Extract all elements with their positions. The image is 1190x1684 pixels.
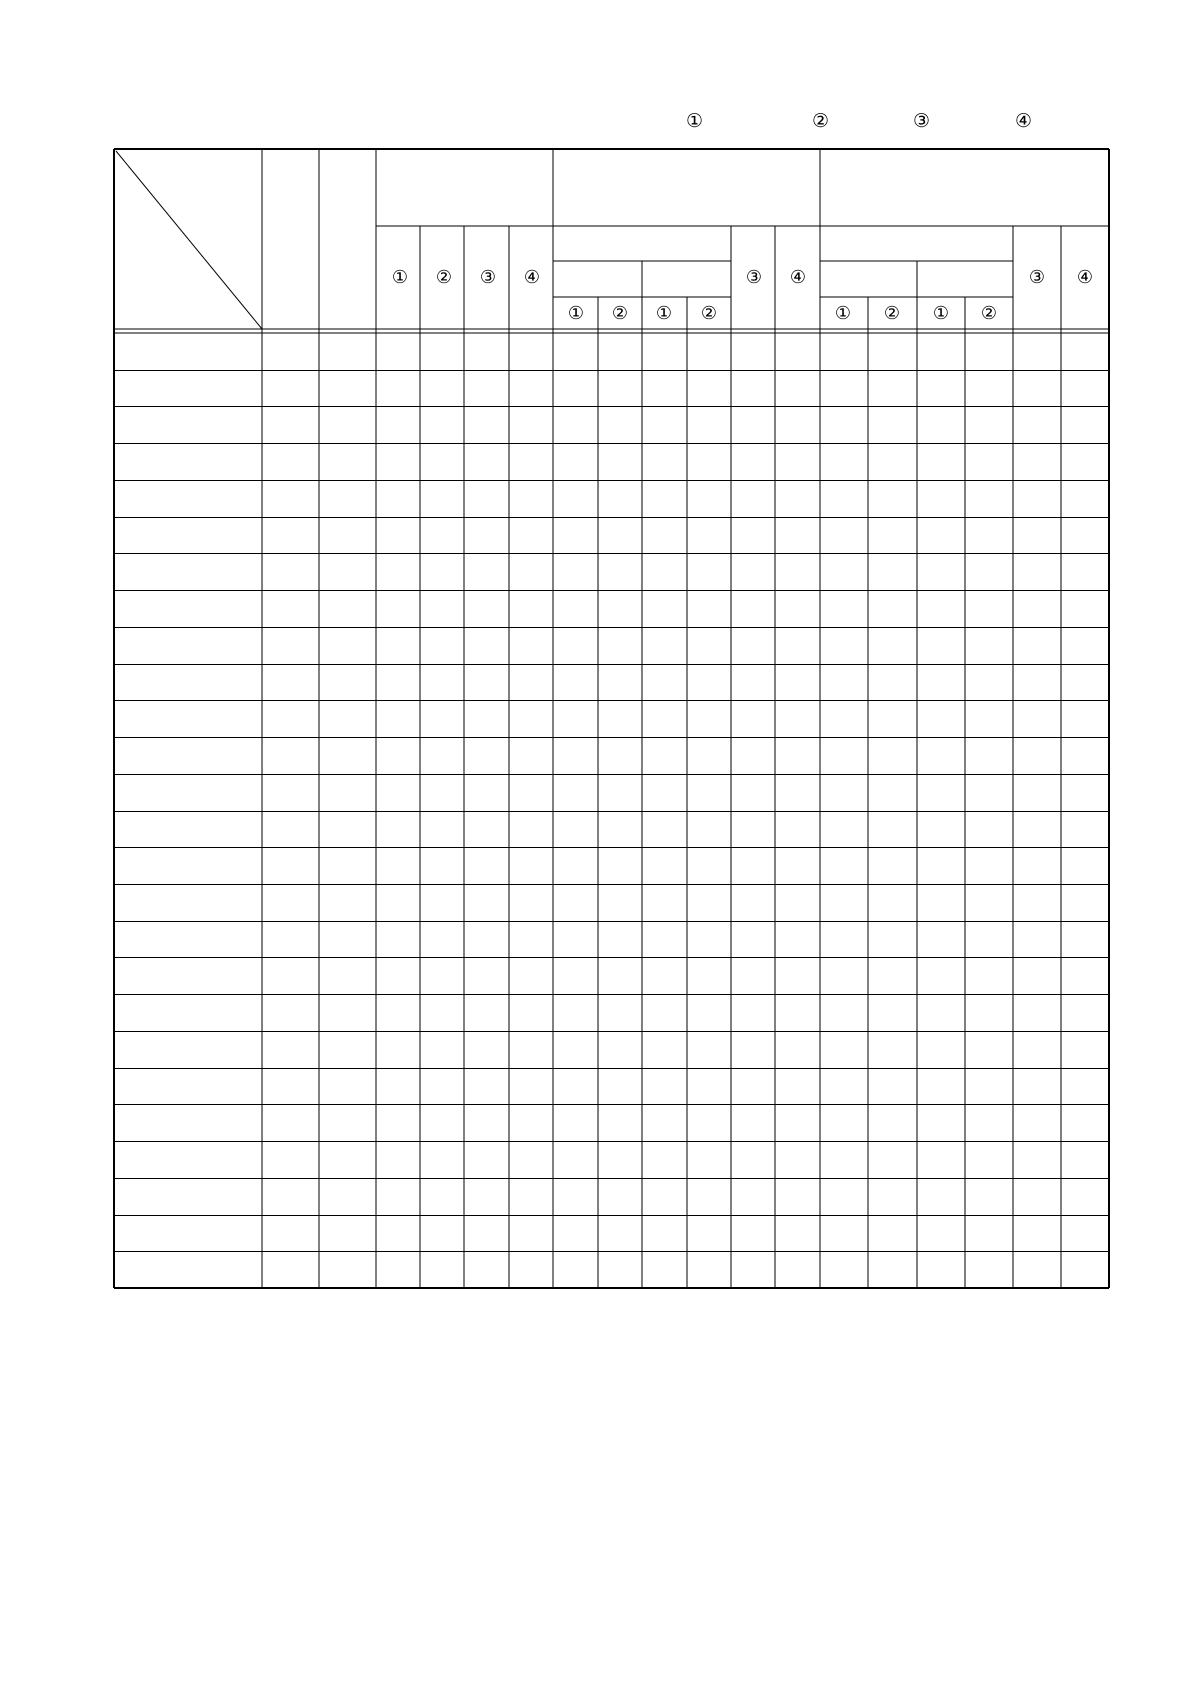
legend-item-1: ① (686, 110, 704, 132)
header-group-a-2: ② (435, 267, 453, 288)
header-group-a-1: ① (391, 267, 409, 288)
header-group-c-sub-2: ② (883, 303, 901, 324)
legend-item-2: ② (812, 110, 830, 132)
header-group-b-tail-4: ④ (789, 267, 807, 288)
header-group-c-sub-4: ② (980, 303, 998, 324)
header-diagonal (116, 151, 262, 329)
header-group-b-sub-2: ② (611, 303, 629, 324)
header-labels (392, 267, 1093, 324)
header-group-a-4: ④ (523, 267, 541, 288)
header-group-b-tail-3: ③ (745, 267, 763, 288)
header-group-b-sub-3: ① (655, 303, 673, 324)
legend-item-4: ④ (1015, 110, 1033, 132)
header-group-b-sub-1: ① (567, 303, 585, 324)
header-group-c-tail-4: ④ (1076, 267, 1094, 288)
header-group-c-sub-1: ① (834, 303, 852, 324)
header-group-b-sub-4: ② (700, 303, 718, 324)
header-group-c-tail-3: ③ (1028, 267, 1046, 288)
legend-item-3: ③ (913, 110, 931, 132)
header-group-c-sub-3: ① (932, 303, 950, 324)
header-group-a-3: ③ (479, 267, 497, 288)
